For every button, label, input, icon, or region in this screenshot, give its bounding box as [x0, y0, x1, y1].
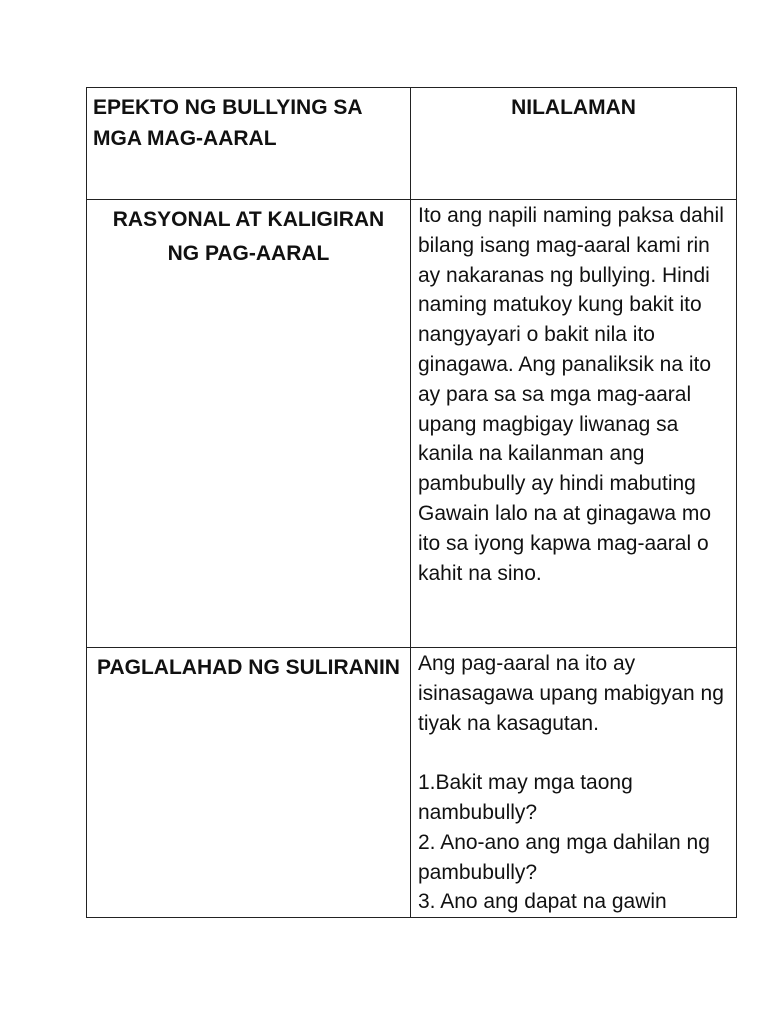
row-label-paglalahad: PAGLALAHAD NG SULIRANIN: [87, 648, 411, 918]
document-table: [86, 87, 737, 918]
table-row: [87, 200, 737, 648]
table-header-row: [87, 88, 737, 200]
table-title-cell: EPEKTO NG BULLYING SA MGA MAG-AARAL: [87, 88, 411, 200]
content-header-cell: NILALAMAN: [411, 88, 737, 200]
row-content-rasyonal: Ito ang napili naming paksa dahil bilang isang mag-aaral kami rin ay nakaranas ng bullying. Hindi naming matukoy kung bakit ito nangyayari o bakit nila ito ginagawa. Ang panaliksik na ito ay para sa sa mga mag-aaral upang magbigay liwanag sa kanila na kailanman ang pambubully ay hindi mabuting Gawain lalo na at ginagawa mo ito sa iyong kapwa mag-aaral o kahit na sino.: [411, 200, 737, 648]
row-content-paglalahad: Ang pag-aaral na ito ay isinasagawa upang mabigyan ng tiyak na kasagutan. 1.Bakit may mga taong nambubully? 2. Ano-ano ang mga dahilan ng pambubully? 3. Ano ang dapat na gawin: [411, 648, 737, 918]
table-row: [87, 648, 737, 918]
row-label-rasyonal: RASYONAL AT KALIGIRAN NG PAG-AARAL: [87, 200, 411, 648]
